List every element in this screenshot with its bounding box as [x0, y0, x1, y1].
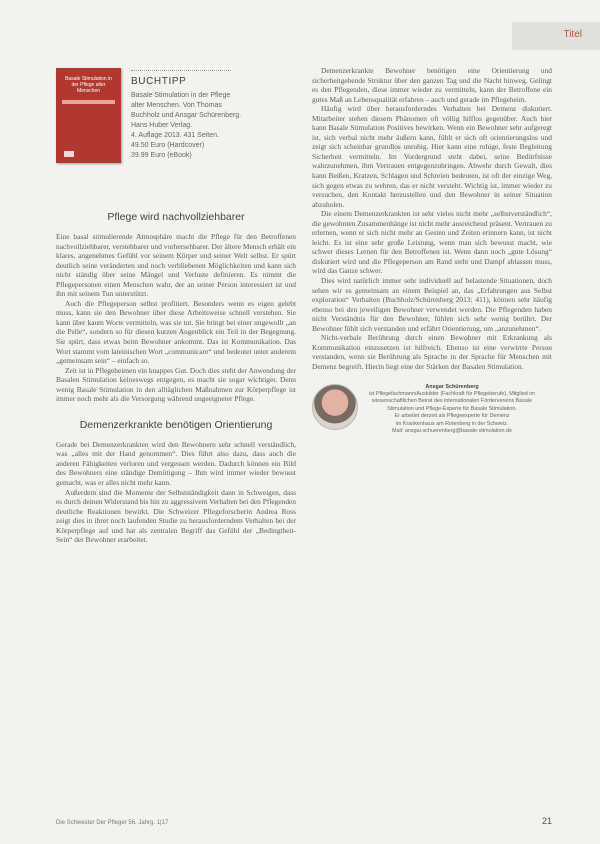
author-bio-line: Er arbeitet derzeit als Pflegeexperte für Demenz [394, 413, 510, 420]
page-footer [56, 816, 552, 826]
book-tip [56, 66, 296, 196]
page-number: 21 [541, 816, 552, 826]
journal-name: Die Schwester Der Pfleger 56. Jahrg. 1|17 [56, 820, 169, 826]
subheading-demenz: Demenzerkrankte benötigen Orientierung [79, 418, 273, 431]
author-box [312, 382, 552, 466]
book-detail: Hans Huber Verlag. [131, 122, 193, 129]
author-bio-line: ist Pflegefachmann/Ausbilder (Fachkraft für Pflegeberufe), Mitglied im [369, 390, 535, 397]
paragraph: Dies wird natürlich immer sehr individuell auf belastende Situationen, doch sehen wir es gemeinsam an einem Beispiel an, das „Erfahrungen aus Selbst exploration“ Verhalten (Buchholz/Schürenberg 2013: 411), können sehr häufig ebenso bei den jeweiligen Bewohner verwendet werden. Die Pflegenden haben nicht Verständnis für den Bewohner, fühlen sich sehr wenig berührt. Der Bewohner fühlt sich verstanden und erfährt Orientierung, um „anzunehmen“. [312, 276, 552, 333]
paragraph: Gerade bei Demenzerkrankten wird den Bewohnern sehr schnell verständlich, was „alles mit der Hand genommen“. Dies führt also dazu, dass auch die anderen Fähigkeiten verloren und vergessen werden. Dadurch können ein Bild des Bewohners eine ständige Demütigung – Ihm wird immer wieder bewusst gemacht, was er alles nicht mehr kann. [56, 439, 296, 488]
book-info [131, 66, 296, 161]
paragraph: Zeit ist in Pflegeheimen ein knappes Gut. Doch dies steht der Anwendung der Basalen Stimulation keineswegs entgegen, es macht sie sogar wichtiger. Denn wenig Basale Stimulation in den alltäglichen Maßnahmen zur Körperpflege ist immer noch mehr als die Versorgung während ungeeigneter Pflege. [56, 365, 296, 404]
left-column [56, 66, 296, 545]
article-text-right [312, 66, 552, 372]
paragraph: Die einem Demenzerkrankten ist sehr vieles nicht mehr „selbstverständlich“, die gewohnten Zusammenhänge ist nicht mehr ausreichend präsent. Vertrauen zu erlernen, wenn er sich nicht mehr an Gesten und Zeiten erinnern kann, ist nicht leicht. Es ist eine sehr große Leistung, wenn man sich bewusst macht, wie schwer dieses Lernen für den Betroffenen ist. Wenn dann noch „gute Lösung“ diskutiert wird und die Pflegeperson am Rand steht und Dampf ablassen muss, wird das Ganze schwer. [312, 209, 552, 276]
paragraph: Nicht-verbale Berührung durch einen Bewohner mit Erkrankung als Kommunikation einzusetzen ist hilfreich. Ebenso ist eine verwirrte Person verstanden, wenn sie Berührung als Sprache in der Sprache für Menschen mit Demenz begreift. Hierin liegt eine der Stärken der Basalen Stimulation. [312, 333, 552, 371]
author-photo [312, 384, 358, 430]
book-detail: Buchholz und Ansgar Schürenberg. [131, 112, 242, 119]
book-detail: Basale Stimulation in der Pflege [131, 92, 231, 99]
author-bio [362, 384, 542, 436]
right-column [312, 66, 552, 466]
paragraph: Eine basal stimulierende Atmosphäre macht die Pflege für den Betroffenen nachvollziehbarer, verstehbarer und vorhersehbarer. Der ältere Mensch erhält ein klares, angenehmes Gefühl vor seinem Körper und seiner Welt selbst. Er spürt deutlich seine veränderten und noch verbliebenen Möglichkeiten und kann sich nicht ständig über seine Mängel und Verluste definieren. Es nimmt die Pflegepersonen einen Menschen wahr, der an seiner Person interessiert ist und ihn mit seinem Tun unterstützt. [56, 232, 296, 299]
author-email[interactable]: Mail: ansgar.schuerenberg@basale-stimulation.de [392, 427, 512, 434]
book-cover-title: Basale Stimulation in der Pflege alter Menschen [65, 76, 112, 94]
book-detail: 4. Auflage 2013. 431 Seiten. [131, 132, 219, 139]
article-text-left [56, 232, 296, 404]
paragraph: Auch die Pflegeperson selbst profitiert. Besonders wenn es eigen gelebt muss, kann sie den Bewohner über diese Arbeitsweise schnell verstehen. Sie kann über kaum Worte vermitteln, was sie tut. Sie bringt bei einer ungewollt „an die Pelle“, sondern so für diesen kurzen Augenblick ein Teil in der Begegnung. Sie spürt, dass etwas beim Bewohner ankommt. Das ist Kommunikation. Das Wort stammt vom lateinischen Wort „communicare“ und bedeutet unter anderem „gemeinsam sein“ – einfach so. [56, 298, 296, 366]
author-bio-line: wissenschaftlichen Beirat des internationalen Fördervereins Basale [371, 398, 533, 405]
subheading-pflege: Pflege wird nachvollziehbarer [107, 211, 245, 223]
section-tab [512, 22, 600, 50]
author-name: Ansgar Schürenberg [425, 383, 479, 390]
paragraph: Außerdem sind die Momente der Selbstständigkeit dann in Schweigen, dass es durch deinen Widerstand bis hin zu aggressivem Verhalten bei den Pflegenden deutliche Reaktionen bewirkt. Die Schweizer Pflegeforscherin Andrea Ross zeigt dies in ihrer noch laufenden Studie zu herausforderndem Verhalten bei der Körperpflege auf und hat als zentralen Begriff das Gefühl der „Bedingtheit-Sein“ der Bewohner erarbeitet. [56, 487, 296, 545]
book-cover [56, 68, 121, 163]
paragraph: Demenzerkrankte Bewohner benötigen eine Orientierung und sicherheitgebende Struktur über den ganzen Tag und die Nacht hinweg. Gelingt es den Pflegenden, diese immer wieder zu vermitteln, kann der Betroffene ein gutes Maß an Lebensqualität erfahren – auch und gerade im Pflegeheim. [312, 66, 552, 104]
book-detail: alter Menschen. Von Thomas [131, 102, 222, 109]
divider [131, 70, 231, 71]
section-label: Titel [563, 29, 582, 40]
book-detail: 49.50 Euro (Hardcover) [131, 142, 205, 149]
book-cover-band [62, 100, 115, 104]
publisher-logo [64, 151, 74, 157]
author-bio-line: Stimulation und Pflege-Experte für Basale Stimulation. [387, 405, 517, 412]
book-detail: 39.99 Euro (eBook) [131, 152, 192, 159]
paragraph: Häufig wird über herausforderndes Verhalten bei Demenz diskutiert. Mitarbeiter stehen diesem Phänomen oft völlig hilflos gegenüber. Auch hier kann Basale Stimulation Positives bewirken. Wenn ein Bewohner sehr aufgeregt ist, sich verbal nicht mehr äußern kann, fühlt er sich oft orientierungslos und zeigt sich scheinbar grundlos unruhig. Hier kann eine ruhige, feste Begleitung Sicherheit vermitteln. Im Vordergrund steht dabei, seine Bedürfnisse wahrzunehmen, ihm Vertrauen entgegenzubringen. Abwehr durch Gewalt, dies kann Beißen, Kratzen, Schlagen und Schreien bedeuten, ist oft der einzige Weg, sich gegen etwas zu wehren, das er nicht versteht. Wichtig ist, immer wieder zu versuchen, den Kontakt herzustellen und den Bewohner in seiner Situation abzuholen. [312, 104, 552, 209]
article-text-left-2 [56, 440, 296, 545]
book-tip-heading: BUCHTIPP [131, 76, 187, 87]
author-bio-line: im Krankenhaus am Rotenberg in der Schweiz. [395, 420, 509, 427]
